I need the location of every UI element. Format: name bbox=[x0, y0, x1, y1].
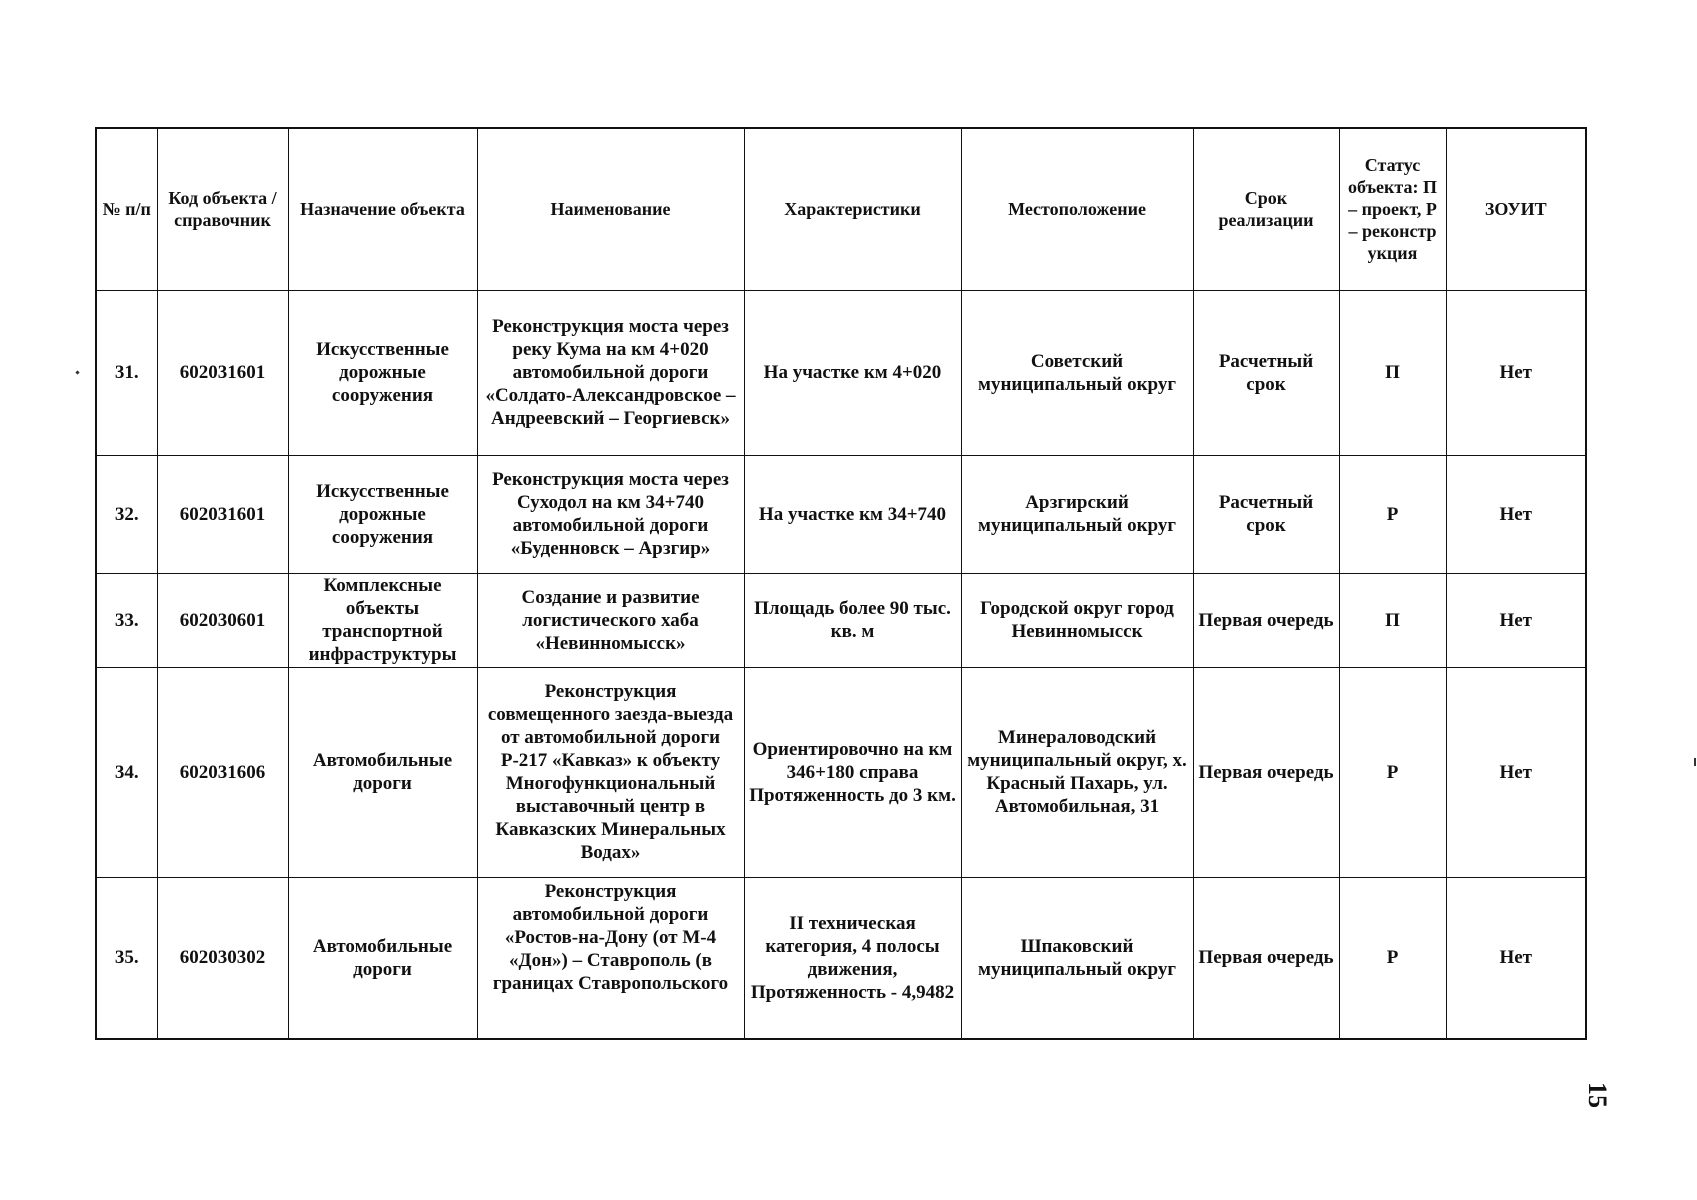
cell-characteristics: Площадь более 90 тыс. кв. м bbox=[744, 573, 961, 667]
cell-zouit: Нет bbox=[1446, 877, 1586, 1039]
header-location: Местоположение bbox=[961, 128, 1193, 290]
table-header bbox=[96, 128, 1586, 290]
cell-num: 31. bbox=[96, 290, 157, 455]
cell-status: П bbox=[1339, 573, 1446, 667]
cell-name: Реконструкция моста через Суходол на км 34+740 автомобильной дороги «Буденновск – Арзгир» bbox=[477, 455, 744, 573]
cell-characteristics: На участке км 4+020 bbox=[744, 290, 961, 455]
cell-term: Первая очередь bbox=[1193, 877, 1339, 1039]
scan-dot-mark bbox=[75, 370, 79, 374]
cell-zouit: Нет bbox=[1446, 667, 1586, 877]
cell-location: Минераловодский муниципальный округ, х. Красный Пахарь, ул. Автомобильная, 31 bbox=[961, 667, 1193, 877]
cell-num: 34. bbox=[96, 667, 157, 877]
header-zouit: ЗОУИТ bbox=[1446, 128, 1586, 290]
cell-term: Первая очередь bbox=[1193, 573, 1339, 667]
cell-status: П bbox=[1339, 290, 1446, 455]
cell-name: Реконструкция автомобильной дороги «Ростов-на-Дону (от М-4 «Дон») – Ставрополь (в границах Ставропольского bbox=[477, 877, 744, 1039]
objects-table bbox=[95, 127, 1587, 1040]
header-characteristics: Характеристики bbox=[744, 128, 961, 290]
cell-code: 602031601 bbox=[157, 290, 288, 455]
cell-code: 602030601 bbox=[157, 573, 288, 667]
header-num: № п/п bbox=[96, 128, 157, 290]
cell-term: Расчетный срок bbox=[1193, 455, 1339, 573]
table-row bbox=[96, 667, 1586, 877]
cell-num: 32. bbox=[96, 455, 157, 573]
cell-status: Р bbox=[1339, 877, 1446, 1039]
cell-name: Реконструкция совмещенного заезда-выезда от автомобильной дороги Р-217 «Кавказ» к объекту Многофункциональный выставочный центр в Кавказских Минеральных Водах» bbox=[477, 667, 744, 877]
cell-characteristics: На участке км 34+740 bbox=[744, 455, 961, 573]
cell-code: 602030302 bbox=[157, 877, 288, 1039]
cell-location: Шпаковский муниципальный округ bbox=[961, 877, 1193, 1039]
table-row bbox=[96, 573, 1586, 667]
scan-edge-mark bbox=[1694, 758, 1696, 766]
cell-purpose: Искусственные дорожные сооружения bbox=[288, 290, 477, 455]
cell-status: Р bbox=[1339, 455, 1446, 573]
cell-code: 602031601 bbox=[157, 455, 288, 573]
cell-code: 602031606 bbox=[157, 667, 288, 877]
cell-location: Арзгирский муниципальный округ bbox=[961, 455, 1193, 573]
table-body bbox=[96, 290, 1586, 1039]
cell-purpose: Автомобильные дороги bbox=[288, 877, 477, 1039]
cell-zouit: Нет bbox=[1446, 573, 1586, 667]
header-row bbox=[96, 128, 1586, 290]
header-status: Статус объекта: П – проект, Р – реконстр укция bbox=[1339, 128, 1446, 290]
table-row bbox=[96, 455, 1586, 573]
cell-location: Советский муниципальный округ bbox=[961, 290, 1193, 455]
table-row bbox=[96, 290, 1586, 455]
cell-characteristics: II техническая категория, 4 полосы движения, Протяженность - 4,9482 bbox=[744, 877, 961, 1039]
cell-term: Первая очередь bbox=[1193, 667, 1339, 877]
cell-num: 33. bbox=[96, 573, 157, 667]
page-number: 15 bbox=[1583, 1082, 1612, 1108]
cell-name: Реконструкция моста через реку Кума на км 4+020 автомобильной дороги «Солдато-Александровское – Андреевский – Георгиевск» bbox=[477, 290, 744, 455]
header-code: Код объекта / справочник bbox=[157, 128, 288, 290]
cell-purpose: Искусственные дорожные сооружения bbox=[288, 455, 477, 573]
cell-purpose: Автомобильные дороги bbox=[288, 667, 477, 877]
header-name: Наименование bbox=[477, 128, 744, 290]
cell-characteristics: Ориентировочно на км 346+180 справа Протяженность до 3 км. bbox=[744, 667, 961, 877]
cell-status: Р bbox=[1339, 667, 1446, 877]
cell-location: Городской округ город Невинномысск bbox=[961, 573, 1193, 667]
header-term: Срок реализации bbox=[1193, 128, 1339, 290]
cell-name: Создание и развитие логистического хаба «Невинномысск» bbox=[477, 573, 744, 667]
cell-purpose: Комплексные объекты транспортной инфраструктуры bbox=[288, 573, 477, 667]
cell-zouit: Нет bbox=[1446, 290, 1586, 455]
cell-term: Расчетный срок bbox=[1193, 290, 1339, 455]
table-row bbox=[96, 877, 1586, 1039]
cell-num: 35. bbox=[96, 877, 157, 1039]
cell-zouit: Нет bbox=[1446, 455, 1586, 573]
header-purpose: Назначение объекта bbox=[288, 128, 477, 290]
